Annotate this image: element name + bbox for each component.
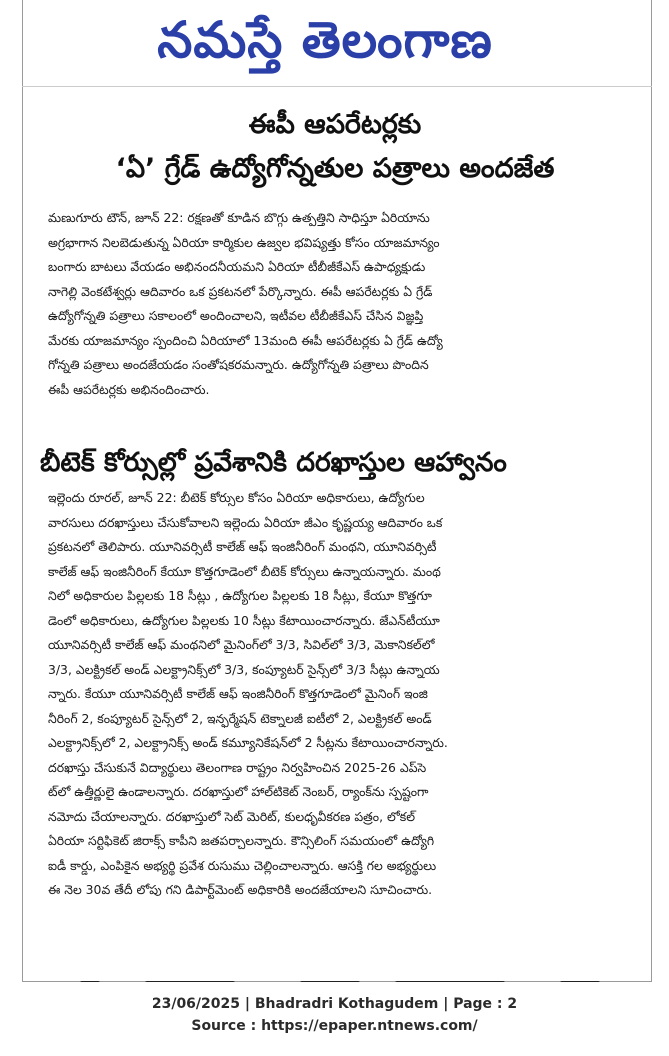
body-line: గోన్నతి పత్రాలు అందజేయడం సంతోషకరమన్నారు. ఉద్యోగోన్నతి పత్రాలు పొందిన (48, 357, 429, 372)
body-line: ఇల్లెందు రూరల్, జూన్ 22: బీటెక్ కోర్సుల కోసం ఏరియా అధికారులు, ఉద్యోగుల (48, 490, 425, 505)
masthead-logo: నమస్తే తెలంగాణ (157, 11, 493, 69)
body-line: మణుగూరు టౌన్, జూన్ 22: రక్షణతో కూడిన బొగ్గు ఉత్పత్తిని సాధిస్తూ ఏరియాను (48, 210, 430, 225)
body-line: వారసులు దరఖాస్తులు చేసుకోవాలని ఇల్లెందు ఏరియా జీఎం కృష్ణయ్య ఆదివారం ఒక (48, 514, 443, 530)
footer-source: Source : https://epaper.ntnews.com/ (191, 1018, 478, 1034)
body-line: డెంలో అధికారులు, ఉద్యోగుల పిల్లలకు 10 సీట్లు కేటాయించారన్నారు. జేఎన్‌టీయూ (48, 612, 440, 628)
body-line: ఐడీ కార్డు, ఎంపికైన అభ్యర్థి ప్రవేశ రుసుము చెల్లించాలన్నారు. ఆసక్తి గల అభ్యర్థులు (48, 857, 437, 873)
story2-headline: బీటెక్ కోర్సుల్లో ప్రవేశానికి దరఖాస్తుల ఆహ్వానం (40, 447, 507, 478)
body-line: ప్రకటనలో తెలిపారు. యూనివర్సిటీ కాలేజ్ ఆఫ్ ఇంజినీరింగ్ మంథని, యూనివర్సిటీ (48, 539, 437, 554)
body-line: యూనివర్సిటీ కాలేజ్ ఆఫ్ మంథనిలో మైనింగ్‌లో 3/3, సివిల్‌లో 3/3, మెకానికల్‌లో (48, 637, 435, 652)
body-line: నాగెల్లి వెంకటేశ్వర్లు ఆదివారం ఒక ప్రకటనలో పేర్కొన్నారు. ఈపీ ఆపరేటర్లకు ఏ గ్రేడ్ (48, 283, 433, 299)
body-line: ఎలక్ట్రానిక్స్‌లో 2, ఎలక్ట్రానిక్స్ అండ్ కమ్యూనికేషన్‌లో 2 సీట్లను కేటాయించారన్నారు. (48, 735, 448, 750)
masthead-divider (22, 86, 652, 87)
body-line: బంగారు బాటలు వేయడం అభినందనీయమని ఏరియా టీబీజీకేఎస్ ఉపాధ్యక్షుడు (48, 259, 426, 274)
body-line: దరఖాస్తు చేసుకునే విద్యార్థులు తెలంగాణ రాష్ట్రం నిర్వహించిన 2025-26 ఎప్‌సె (48, 759, 427, 775)
body-line: నిలో అధికారుల పిల్లలకు 18 సీట్లు , ఉద్యోగుల పిల్లలకు 18 సీట్లు, కేయూ కొత్తగూ (48, 588, 432, 603)
body-line: ఉద్యోగోన్నతి పత్రాలు సకాలంలో అందించాలని, ఇటీవల టీబీజీకేఎస్ చేసిన విజ్ఞప్తి (48, 308, 424, 323)
body-line: కాలేజ్ ఆఫ్ ఇంజినీరింగ్ కేయూ కొత్తగూడెంలో బీటెక్ కోర్సులు ఉన్నాయన్నారు. మంథ (48, 563, 441, 579)
body-line: నీరింగ్ 2, కంప్యూటర్ సైన్స్‌లో 2, ఇన్ఫర్మేషన్ టెక్నాలజీ ఐటీలో 2, ఎలక్ట్రికల్ అండ్ (48, 710, 432, 726)
cut-off-next-headline (50, 972, 630, 982)
body-line: న్నారు. కేయూ యూనివర్సిటీ కాలేజ్ ఆఫ్ ఇంజినీరింగ్ కొత్తగూడెంలో మైనింగ్ ఇంజి (48, 686, 428, 701)
story1-body (48, 206, 638, 402)
story2-body (48, 486, 638, 903)
story1-headline-line1: ఈపీ ఆపరేటర్లకు (248, 109, 422, 140)
body-line: నమోదు చేయాలన్నారు. దరఖాస్తులో సెట్ మెరిట్, కులధృవీకరణ పత్రం, లోకల్ (48, 808, 416, 824)
story1-headline-line2: ‘ఏ’ గ్రేడ్ ఉద్యోగోన్నతుల పత్రాలు అందజేత (115, 153, 555, 184)
body-line: ఈ నెల 30వ తేదీ లోపు గని డిపార్ట్‌మెంట్ అధికారికి అందజేయాలని సూచించారు. (48, 882, 433, 897)
body-line: అగ్రభాగాన నిలబెడుతున్న ఏరియా కార్మికుల ఉజ్వల భవిష్యత్తు కోసం యాజమాన్యం (48, 234, 440, 250)
body-line: మేరకు యాజమాన్యం స్పందించి ఏరియాలో 13మంది ఈపీ ఆపరేటర్లకు ఏ గ్రేడ్ ఉద్యో (48, 332, 443, 348)
footer-date-edition: 23/06/2025 | Bhadradri Kothagudem | Page : 2 (151, 996, 518, 1012)
body-line: ట్‌లో ఉత్తీర్ణులై ఉండాలన్నారు. దరఖాస్తులో హాల్‌టికెట్ నెంబర్, ర్యాంక్‌ను స్పష్టంగా (48, 784, 429, 799)
body-line: ఈపీ ఆపరేటర్లకు అభినందించారు. (48, 381, 210, 397)
body-line: ఏరియా సర్టిఫికెట్ జిరాక్స్ కాపీని జతపర్చాలన్నారు. కౌన్సిలింగ్ సమయంలో ఉద్యోగి (48, 833, 435, 848)
body-line: 3/3, ఎలక్ట్రికల్ అండ్ ఎలక్ట్రానిక్స్‌లో 3/3, కంప్యూటర్ సైన్స్‌లో 3/3 సీట్లు ఉన్నాయ (48, 661, 440, 677)
